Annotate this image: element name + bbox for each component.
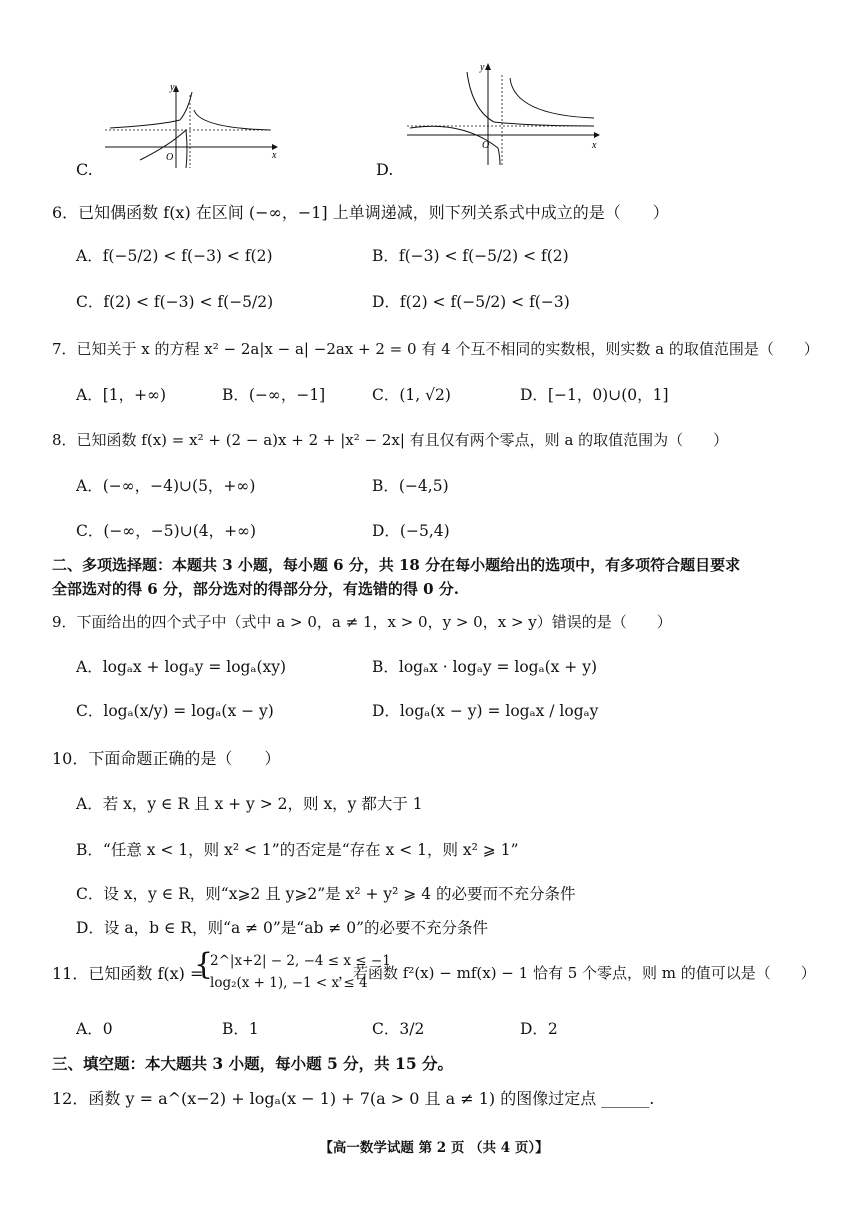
graph-d-y-label: y [480,62,485,73]
q11-option-c: C．3/2 [372,1020,425,1038]
q12-stem: 12．函数 y = a^(x−2) + logₐ(x − 1) + 7(a > 0 且 a ≠ 1) 的图像过定点 ______. [52,1089,655,1108]
graph-c-x-label: x [272,150,277,161]
q8-option-a: A．(−∞，−4)∪(5，+∞) [76,477,256,495]
q10-option-b: B．“任意 x < 1，则 x² < 1”的否定是“存在 x < 1，则 x² ⩾ 1” [76,841,519,859]
q8-option-d: D．(−5,4) [372,522,450,540]
q11-option-b: B．1 [222,1020,259,1038]
section-2-heading-line2: 全部选对的得 6 分，部分选对的得部分分，有选错的得 0 分. [52,580,459,598]
q11-option-d: D．2 [520,1020,558,1038]
option-c-label: C. [76,160,93,179]
q11-brace: { [194,947,214,982]
q8-option-c: C．(−∞，−5)∪(4，+∞) [76,522,257,540]
graph-c-origin: O [166,152,174,163]
graph-d-origin: O [482,140,490,151]
q9-option-a: A．logₐx + logₐy = logₐ(xy) [76,658,287,676]
q6-option-d: D．f(2) < f(−5/2) < f(−3) [372,293,570,311]
q9-option-c: C．logₐ(x/y) = logₐ(x − y) [76,702,274,720]
section-3-heading: 三、填空题：本大题共 3 小题，每小题 5 分，共 15 分。 [52,1054,454,1073]
q6-option-a: A．f(−5/2) < f(−3) < f(2) [76,247,273,265]
graph-c-y-label: y [170,82,175,93]
q10-option-d: D．设 a，b ∈ R，则“a ≠ 0”是“ab ≠ 0”的必要不充分条件 [76,919,489,937]
q10-option-c: C．设 x，y ∈ R，则“x⩾2 且 y⩾2”是 x² + y² ⩾ 4 的必要而不充分条件 [76,885,576,903]
q11-stem-post: ，若函数 f²(x) − mf(x) − 1 恰有 5 个零点，则 m 的值可以是（ ） [338,964,816,982]
q8-option-b: B．(−4,5) [372,477,449,495]
q9-option-b: B．logₐx · logₐy = logₐ(x + y) [372,658,598,676]
section-2-heading-line1: 二、多项选择题：本题共 3 小题，每小题 6 分，共 18 分在每小题给出的选项中，有多项符合题目要求 [52,556,741,574]
q11-option-a: A．0 [76,1020,113,1038]
q6-option-b: B．f(−3) < f(−5/2) < f(2) [372,247,569,265]
option-d-label: D. [376,160,394,179]
q11-case-1: 2^|x+2| − 2, −4 ≤ x ≤ −1 [210,953,391,969]
q11-case-2: log₂(x + 1), −1 < x ≤ 4 [210,975,368,991]
q7-option-c: C．(1, √2) [372,386,451,404]
q8-stem: 8．已知函数 f(x) = x² + (2 − a)x + 2 + |x² − 2x| 有且仅有两个零点，则 a 的取值范围为（ ） [52,431,729,449]
q9-stem: 9．下面给出的四个式子中（式中 a > 0，a ≠ 1，x > 0，y > 0，x > y）错误的是（ ） [52,613,672,631]
q10-stem: 10．下面命题正确的是（ ） [52,749,281,768]
q11-stem-pre: 11．已知函数 f(x) = [52,964,204,983]
q6-stem: 6．已知偶函数 f(x) 在区间 (−∞，−1] 上单调递减，则下列关系式中成立的是（ ） [52,203,669,222]
graph-option-d [402,60,602,170]
q10-option-a: A．若 x，y ∈ R 且 x + y > 2，则 x，y 都大于 1 [76,795,423,813]
page-footer: 【高一数学试题 第 2 页 （共 4 页）】 [319,1140,549,1156]
graph-d-x-label: x [592,140,597,151]
q7-stem: 7．已知关于 x 的方程 x² − 2a|x − a| −2ax + 2 = 0 有 4 个互不相同的实数根，则实数 a 的取值范围是（ ） [52,340,819,358]
q6-option-c: C．f(2) < f(−3) < f(−5/2) [76,293,274,311]
q7-option-d: D．[−1，0)∪(0，1] [520,386,669,404]
q7-option-b: B．(−∞，−1] [222,386,326,404]
q9-option-d: D．logₐ(x − y) = logₐx / logₐy [372,702,599,720]
graph-option-c [100,80,280,175]
q7-option-a: A．[1，+∞) [76,386,167,404]
